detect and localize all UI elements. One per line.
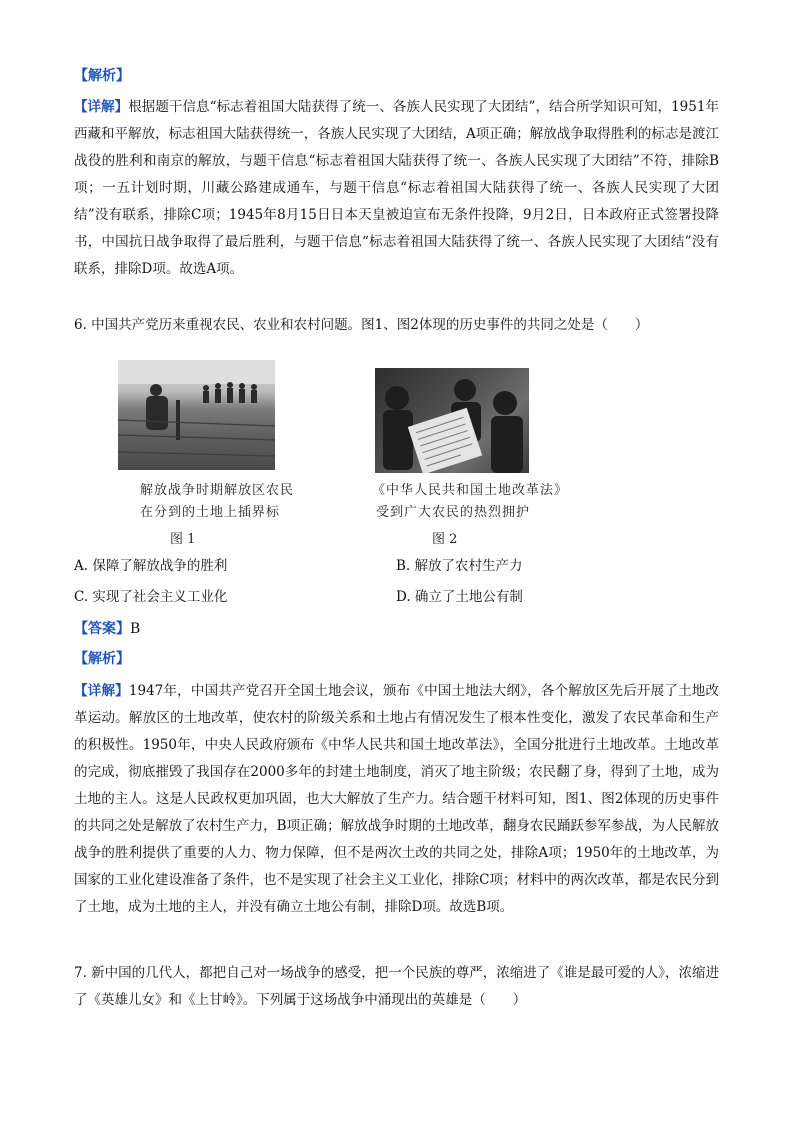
- option-c: C. 实现了社会主义工业化: [74, 589, 228, 605]
- photo-land-reform-law-icon: [375, 368, 529, 473]
- figure-2-illustration: [375, 368, 529, 473]
- answer-line: [74, 619, 140, 639]
- detail-text-q6: 1947年，中国共产党召开全国土地会议，颁布《中国土地法大纲》，各个解放区先后开展了土地改革运动。解放区的土地改革，使农村的阶级关系和土地占有情况发生了根本性变化，激发了农民革命和生产的积极性。1950年，中央人民政府颁布《中华人民共和国土地改革法》，全国分批进行土地改革。土地改革的完成，彻底摧毁了我国存在2000多年的封建土地制度，消灭了地主阶级；农民翻了身，得到了土地，成为土地的主人。这是人民政权更加巩固，也大大解放了生产力。结合题干材料可知，图1、图2体现的历史事件的共同之处是解放了农村生产力，B项正确；解放战争时期的土地改革，翻身农民踊跃参军参战，为人民解放战争的胜利提供了重要的人力、物力保障，但不是两次土改的共同之处，排除A项；1950年的土地改革，为国家的工业化建设准备了条件，也不是实现了社会主义工业化，排除C项；材料中的两次改革，都是农民分到了土地，成为土地的主人，并没有确立土地公有制，排除D项。故选B项。: [74, 683, 720, 915]
- detail-text: 根据题干信息“标志着祖国大陆获得了统一、各族人民实现了大团结”，结合所学知识可知，1951年西藏和平解放，标志祖国大陆获得统一，各族人民实现了大团结，A项正确；解放战争取得胜利的标志是渡江战役的胜利和南京的解放，与题干信息“标志着祖国大陆获得了统一、各族人民实现了大团结”不符，排除B项；一五计划时期，川藏公路建成通车，与题干信息“标志着祖国大陆获得了统一、各族人民实现了大团结”没有联系，排除C项；1945年8月15日日本天皇被迫宣布无条件投降，9月2日，日本政府正式签署投降书，中国抗日战争取得了最后胜利，与题干信息“标志着祖国大陆获得了统一、各族人民实现了大团结”没有联系，排除D项。故选A项。: [74, 99, 719, 277]
- answer-value: B: [130, 621, 141, 637]
- detail-tag: 【详解】: [74, 99, 129, 115]
- figure-2-caption-line1: 《中华人民共和国土地改革法》: [372, 483, 569, 498]
- figure-1-illustration: [118, 360, 275, 470]
- option-d: D. 确立了土地公有制: [396, 589, 523, 605]
- analysis-tag: 【解析】: [74, 68, 130, 84]
- figure-2-caption-line2: 受到广大农民的热烈拥护: [376, 505, 531, 520]
- detail-paragraph-q6: [74, 678, 719, 921]
- answer-tag: 【答案】: [74, 621, 130, 637]
- figure-1-caption-line2: 在分到的土地上插界标: [140, 505, 281, 520]
- figure-2-label: 图 2: [432, 532, 458, 547]
- photo-farmers-boundary-icon: [118, 360, 275, 470]
- option-b: B. 解放了农村生产力: [396, 558, 523, 574]
- option-a: A. 保障了解放战争的胜利: [74, 558, 228, 574]
- figure-1-caption-line1: 解放战争时期解放区农民: [140, 483, 295, 498]
- analysis-tag-q6: 【解析】: [74, 651, 130, 667]
- figure-1-label: 图 1: [170, 532, 196, 547]
- detail-tag-q6: 【详解】: [74, 683, 129, 699]
- detail-paragraph-q5: [74, 94, 719, 283]
- question-6-stem: 6. 中国共产党历来重视农民、农业和农村问题。图1、图2体现的历史事件的共同之处是（ ）: [74, 317, 649, 333]
- question-7-stem: 7. 新中国的几代人，都把自己对一场战争的感受，把一个民族的尊严，浓缩进了《谁是最可爱的人》，浓缩进了《英雄儿女》和《上甘岭》。下列属于这场战争中涌现出的英雄是（ ）: [74, 965, 719, 1008]
